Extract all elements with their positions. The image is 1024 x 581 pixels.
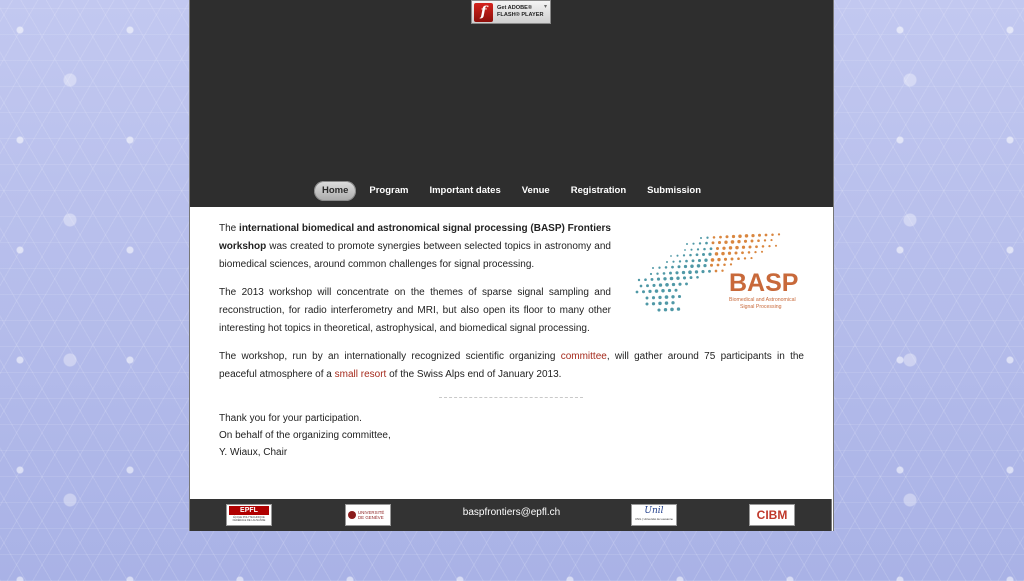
organization-paragraph [219,348,804,384]
logo-dot [751,240,754,243]
logo-dot [665,283,669,287]
logo-dot [676,255,678,257]
logo-dot [697,264,700,267]
epfl-logo[interactable] [226,504,272,526]
logo-dot [744,257,746,259]
logo-dot [690,249,692,251]
logo-dot [703,248,706,251]
logo-dot [656,273,658,275]
logo-dot [652,284,655,287]
logo-dot [732,235,735,238]
logo-dot [688,270,692,274]
logo-dot [683,254,685,256]
logo-dot [701,270,704,273]
logo-dot [700,237,702,239]
logo-dot [762,245,765,248]
logo-dot [710,247,713,250]
logo-dot [646,303,649,306]
get-flash-player-button[interactable] [471,0,551,24]
logo-dot [652,296,655,299]
logo-dot [755,245,758,248]
logo-dot [713,236,716,239]
download-arrow-icon: ▾ [543,4,547,10]
epfl-logo-title: EPFL [229,506,269,515]
logo-dot [657,278,660,281]
logo-dot [702,253,705,256]
nav-important-dates[interactable]: Important dates [429,185,501,196]
logo-dot [692,259,695,262]
logo-dot [648,290,651,293]
logo-dot [672,283,675,286]
logo-dot [718,241,721,244]
logo-dot [650,273,652,275]
small-resort-link[interactable]: small resort [334,369,387,380]
unil-logo-title: Unil [644,506,664,516]
logo-dot [663,277,666,280]
logo-dot [737,257,740,260]
logo-dot [778,233,780,235]
logo-dot [692,243,694,245]
logo-dot [652,302,655,305]
workshop-name: international biomedical and astronomical signal processing (BASP) Frontiers workshop [219,223,611,252]
logo-dot [745,234,748,237]
logo-dot [657,308,660,311]
epfl-logo-subtitle: ÉCOLE POLYTECHNIQUE FÉDÉRALE DE LAUSANNE [232,516,266,522]
logo-dot [661,289,664,292]
logo-dot [670,255,672,257]
logo-dot [670,277,674,281]
basp-logo [629,228,809,323]
closing-line-2: On behalf of the organizing committee, [219,430,391,441]
logo-dot [665,266,668,269]
logo-dot [726,235,729,238]
logo-dot [735,246,738,249]
logo-dot [668,289,671,292]
logo-dot [758,234,761,237]
logo-dot [659,283,662,286]
logo-dot [715,270,718,273]
logo-dot [640,285,643,288]
logo-dot [679,260,681,262]
logo-dot [757,239,760,242]
logo-dot [712,241,715,244]
flash-line2: FLASH® PLAYER [497,12,544,18]
logo-dot [716,247,719,250]
logo-dot [748,251,751,254]
logo-dot [735,252,738,255]
logo-dot [751,234,754,237]
logo-dot [646,297,649,300]
unige-logo[interactable] [345,504,391,526]
logo-dot [710,264,713,267]
logo-dot [775,245,777,247]
logo-dot [705,242,708,245]
logo-dot [708,270,711,273]
logo-dot [675,271,678,274]
logo-dot [672,261,674,263]
unil-logo-subtitle: UNIL | Université de Lausanne [635,517,673,521]
logo-dot [683,276,686,279]
logo-dot [684,249,686,251]
logo-dot [695,270,698,273]
committee-link[interactable]: committee [560,351,607,362]
logo-subtitle-1: Biomedical and Astronomical [729,297,796,303]
logo-dot [728,252,731,255]
logo-dot [724,258,727,261]
nav-submission[interactable]: Submission [647,185,702,196]
logo-subtitle-2: Signal Processing [740,304,782,310]
nav-venue[interactable]: Venue [521,185,550,196]
logo-dot [722,247,725,250]
logo-dot [750,257,752,259]
logo-title: BASP [729,269,799,297]
logo-dot [686,243,688,245]
flash-line1: Get ADOBE® [497,5,532,11]
logo-dot [669,272,672,275]
logo-dot [671,266,674,269]
logo-dot [717,258,720,261]
logo-dot [749,246,752,249]
logo-dot [742,246,745,249]
logo-dot [664,308,667,311]
logo-dot [644,278,647,281]
logo-dot [761,251,763,253]
logo-dot [682,271,685,274]
logo-dot [731,258,734,261]
unige-logo-title: UNIVERSITÉ DE GENÈVE [358,510,385,520]
logo-dot [658,296,661,299]
section-divider [439,397,583,398]
org-text-c: of the Swiss Alps end of January 2013. [386,369,562,380]
logo-dot [684,265,687,268]
logo-dot [678,295,681,298]
logo-dot [689,254,692,257]
logo-dot [671,295,674,298]
logo-dot [768,245,770,247]
logo-dot [685,260,688,263]
logo-dot [642,290,645,293]
logo-dot [715,252,718,255]
logo-dot [658,302,661,305]
org-text-b: , will gather around 75 participants in the peaceful atmosphere of a [219,351,804,380]
logo-dot [699,242,701,244]
logo-dot [703,264,706,267]
contact-email-link[interactable]: baspfrontiers@epfl.ch [462,507,561,518]
logo-dot [719,236,722,239]
themes-paragraph: The 2013 workshop will concentrate on the themes of sparse signal sampling and reconstruction, for radio interferometry and MRI, but also open its floor to many other interesting hot topics in theoretical, astrophysical, and biomedical signal processing. [219,287,611,334]
logo-dot [676,277,679,280]
unil-logo[interactable] [631,504,677,526]
logo-dot [730,263,732,265]
logo-dot [765,234,768,237]
logo-dot [724,241,727,244]
cibm-logo[interactable] [749,504,795,526]
logo-dot [646,284,649,287]
logo-dot [652,267,654,269]
logo-dot [723,263,726,266]
logo-dot [636,291,639,294]
logo-dot [721,270,723,272]
logo-dot [665,295,669,299]
intro-text-end: was created to promote synergies between selected topics in astronomy and biomedical sciences, around common challenges for signal processing. [219,241,611,270]
logo-dot [704,259,707,262]
logo-dot [675,289,678,292]
logo-dot [697,248,699,250]
logo-dot [754,251,756,253]
logo-dot [696,276,699,279]
logo-dot [764,239,766,241]
flash-text [497,5,544,19]
logo-dot [678,265,681,268]
nav-registration[interactable]: Registration [570,185,627,196]
logo-dot [678,283,681,286]
logo-dot [706,237,708,239]
logo-dot [731,240,735,244]
logo-dot [690,264,693,267]
logo-dot [658,267,660,269]
logo-dot [666,261,668,263]
intro-text-start: The [219,223,240,234]
cibm-logo-title: CIBM [756,508,788,522]
logo-dot [677,307,680,310]
logo-dot [737,240,740,243]
logo-dot [655,289,658,292]
logo-dot [696,253,699,256]
header-banner [190,0,833,207]
logo-dot [663,272,666,275]
logo-dot [670,308,674,312]
logo-dot [741,251,744,254]
logo-dot [685,282,688,285]
logo-dot [721,252,724,255]
logo-dot [651,278,654,281]
logo-dot [708,253,711,256]
logo-dot [771,233,774,236]
main-nav [190,181,833,203]
closing-signature: Y. Wiaux, Chair [219,447,288,458]
logo-dot [690,276,693,279]
footer [189,499,832,531]
logo-dot [738,234,741,237]
intro-paragraph [219,220,611,274]
org-text-a: The workshop, run by an internationally recognized scientific organizing [219,351,561,362]
nav-program[interactable]: Program [369,185,409,196]
closing-message [219,410,391,461]
flash-logo-icon: f [474,3,493,22]
logo-dot [711,258,715,262]
logo-dot [665,301,668,304]
closing-line-1: Thank you for your participation. [219,413,362,424]
logo-dot [717,264,720,267]
logo-dot [744,240,747,243]
unige-seal-icon [348,511,356,519]
logo-dot [698,259,701,262]
page-container [189,0,834,531]
logo-dot [638,279,640,281]
logo-dot [729,246,732,249]
logo-dot [770,239,772,241]
logo-dot [671,301,674,304]
nav-home[interactable]: Home [314,181,356,201]
